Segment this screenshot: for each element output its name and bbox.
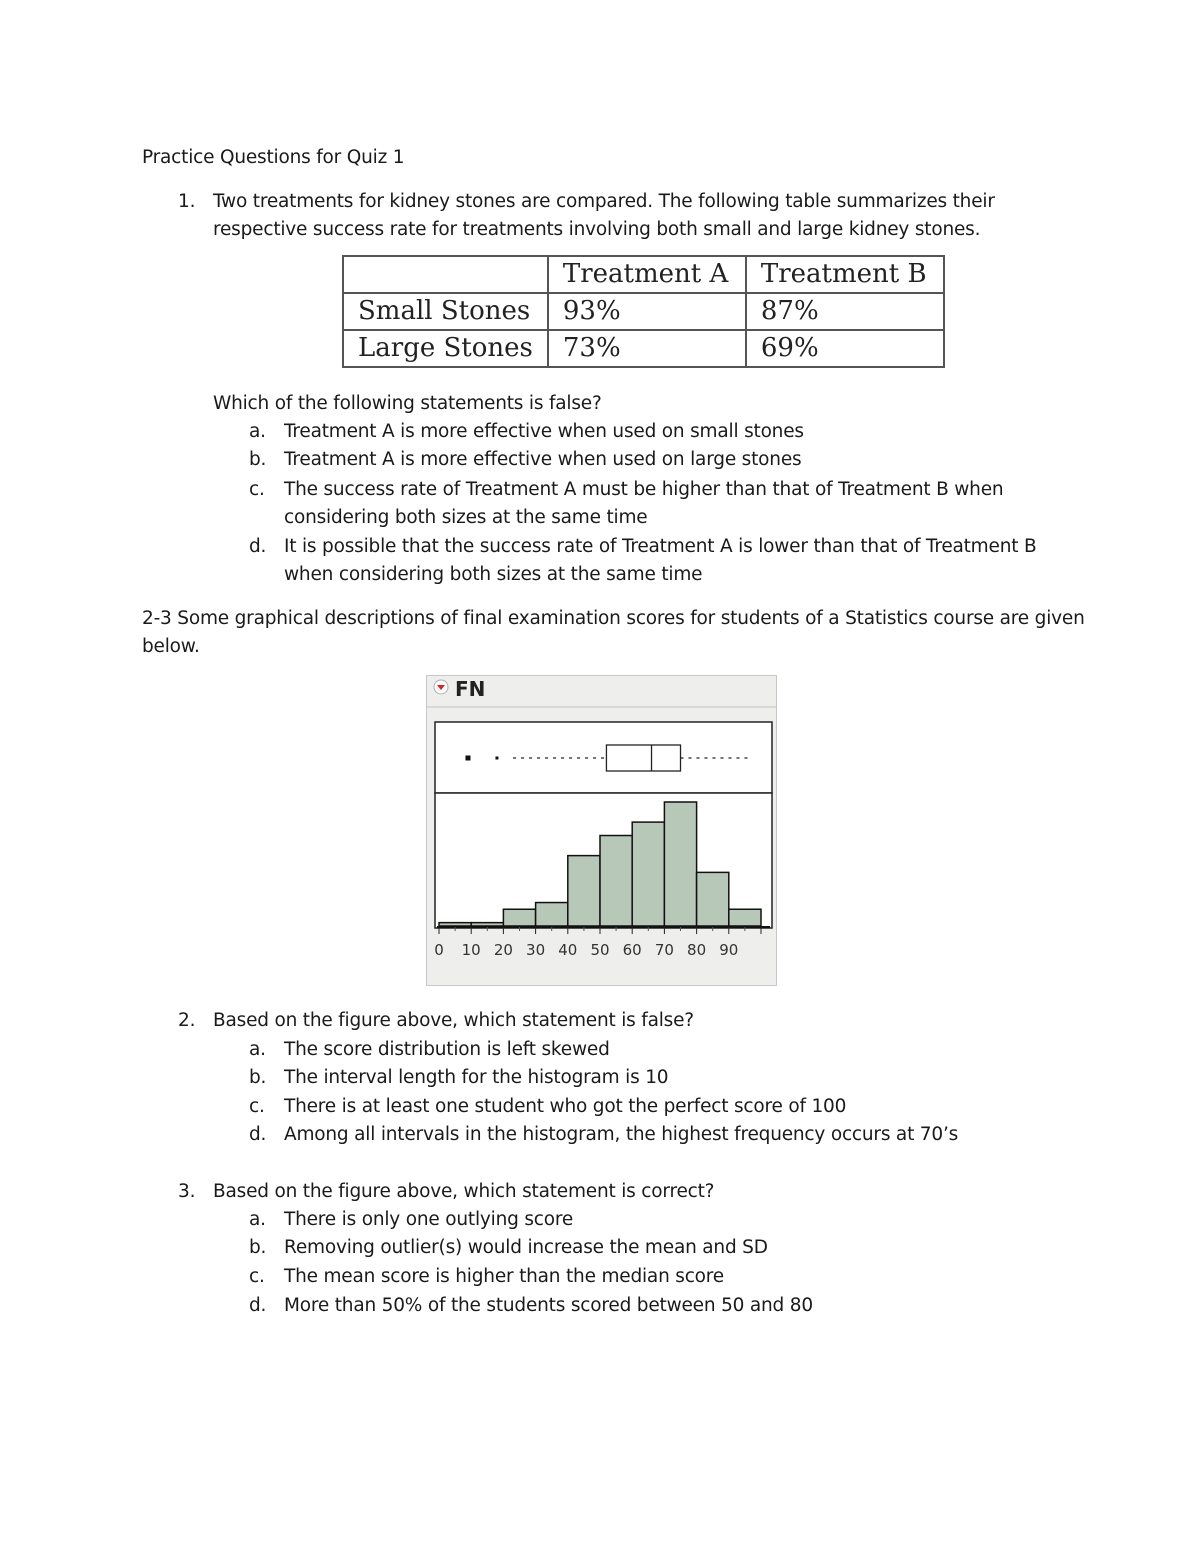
histogram-bar-40-50 <box>568 856 600 926</box>
q1-option-b-marker: b. <box>249 449 267 470</box>
q1-option-c-line1: The success rate of Treatment A must be higher than that of Treatment B when <box>284 479 1004 500</box>
intro-2-3-line2: below. <box>142 636 200 657</box>
q3-option-a: There is only one outlying score <box>284 1209 574 1230</box>
table-cell-b: 69% <box>746 330 944 367</box>
q2-option-b-marker: b. <box>249 1067 267 1088</box>
q1-stem-line2: respective success rate for treatments involving both small and large kidney stones. <box>213 219 981 240</box>
x-tick-label-70: 70 <box>654 941 674 959</box>
q3-option-b-marker: b. <box>249 1237 267 1258</box>
histogram-bar-50-60 <box>600 836 632 926</box>
boxplot-histogram <box>427 676 778 987</box>
q1-option-a-marker: a. <box>249 421 266 442</box>
x-tick-label-40: 40 <box>558 941 578 959</box>
kidney-stones-table <box>342 255 945 368</box>
x-tick-label-30: 30 <box>526 941 546 959</box>
table-header-treatment-a: Treatment A <box>548 256 746 293</box>
q3-option-c: The mean score is higher than the median score <box>284 1266 724 1287</box>
histogram-bar-20-30 <box>503 909 535 926</box>
x-tick-label-20: 20 <box>493 941 513 959</box>
histogram-bar-70-80 <box>664 802 696 926</box>
q1-option-b: Treatment A is more effective when used on large stones <box>284 449 802 470</box>
q2-option-b: The interval length for the histogram is 10 <box>284 1067 669 1088</box>
table-header-treatment-b: Treatment B <box>746 256 944 293</box>
histogram-bar-0-10 <box>439 923 471 926</box>
q1-stem-line1: Two treatments for kidney stones are compared. The following table summarizes their <box>213 191 995 212</box>
q3-option-c-marker: c. <box>249 1266 265 1287</box>
table-header-row <box>343 256 944 293</box>
q2-option-c: There is at least one student who got the perfect score of 100 <box>284 1096 847 1117</box>
histogram-bar-90-100 <box>729 909 761 926</box>
q2-option-a-marker: a. <box>249 1039 266 1060</box>
x-axis <box>434 927 770 959</box>
histogram-bar-10-20 <box>471 923 503 926</box>
boxplot-outlier <box>465 756 470 761</box>
document-title: Practice Questions for Quiz 1 <box>142 147 405 168</box>
q2-question: Based on the figure above, which statement is false? <box>213 1010 694 1031</box>
table-corner-cell <box>343 256 548 293</box>
q3-option-a-marker: a. <box>249 1209 266 1230</box>
x-tick-label-90: 90 <box>719 941 739 959</box>
x-tick-label-0: 0 <box>434 941 444 959</box>
table-row <box>343 293 944 330</box>
q3-option-d-marker: d. <box>249 1295 267 1316</box>
table-row <box>343 330 944 367</box>
boxplot-box <box>606 745 680 771</box>
q2-number: 2. <box>178 1010 196 1031</box>
q1-number: 1. <box>178 191 196 212</box>
table-cell-a: 93% <box>548 293 746 330</box>
intro-2-3-line1: 2-3 Some graphical descriptions of final examination scores for students of a Statistics course are given <box>142 608 1085 629</box>
q1-option-d-marker: d. <box>249 536 267 557</box>
panel-title: FN <box>455 677 486 701</box>
q1-option-d-line2: when considering both sizes at the same time <box>284 564 703 585</box>
q1-option-c-line2: considering both sizes at the same time <box>284 507 648 528</box>
q1-option-c-marker: c. <box>249 479 265 500</box>
table-row-label: Small Stones <box>343 293 548 330</box>
q1-question: Which of the following statements is false? <box>213 393 602 414</box>
q2-option-d-marker: d. <box>249 1124 267 1145</box>
x-tick-label-50: 50 <box>590 941 610 959</box>
q1-option-a: Treatment A is more effective when used on small stones <box>284 421 804 442</box>
x-tick-label-60: 60 <box>622 941 642 959</box>
q3-number: 3. <box>178 1181 196 1202</box>
histogram-bar-80-90 <box>697 872 729 926</box>
x-tick-label-10: 10 <box>461 941 481 959</box>
fn-figure-panel <box>426 675 777 986</box>
x-tick-label-80: 80 <box>687 941 707 959</box>
q2-option-c-marker: c. <box>249 1096 265 1117</box>
histogram-bar-60-70 <box>632 822 664 926</box>
q1-option-d-line1: It is possible that the success rate of Treatment A is lower than that of Treatment B <box>284 536 1037 557</box>
table-cell-b: 87% <box>746 293 944 330</box>
table-cell-a: 73% <box>548 330 746 367</box>
q3-option-d: More than 50% of the students scored between 50 and 80 <box>284 1295 813 1316</box>
histogram-bar-30-40 <box>536 903 568 926</box>
table-row-label: Large Stones <box>343 330 548 367</box>
q2-option-d: Among all intervals in the histogram, the highest frequency occurs at 70’s <box>284 1124 959 1145</box>
q2-option-a: The score distribution is left skewed <box>284 1039 610 1060</box>
boxplot-outlier <box>495 757 498 760</box>
q3-question: Based on the figure above, which statement is correct? <box>213 1181 715 1202</box>
q3-option-b: Removing outlier(s) would increase the mean and SD <box>284 1237 768 1258</box>
